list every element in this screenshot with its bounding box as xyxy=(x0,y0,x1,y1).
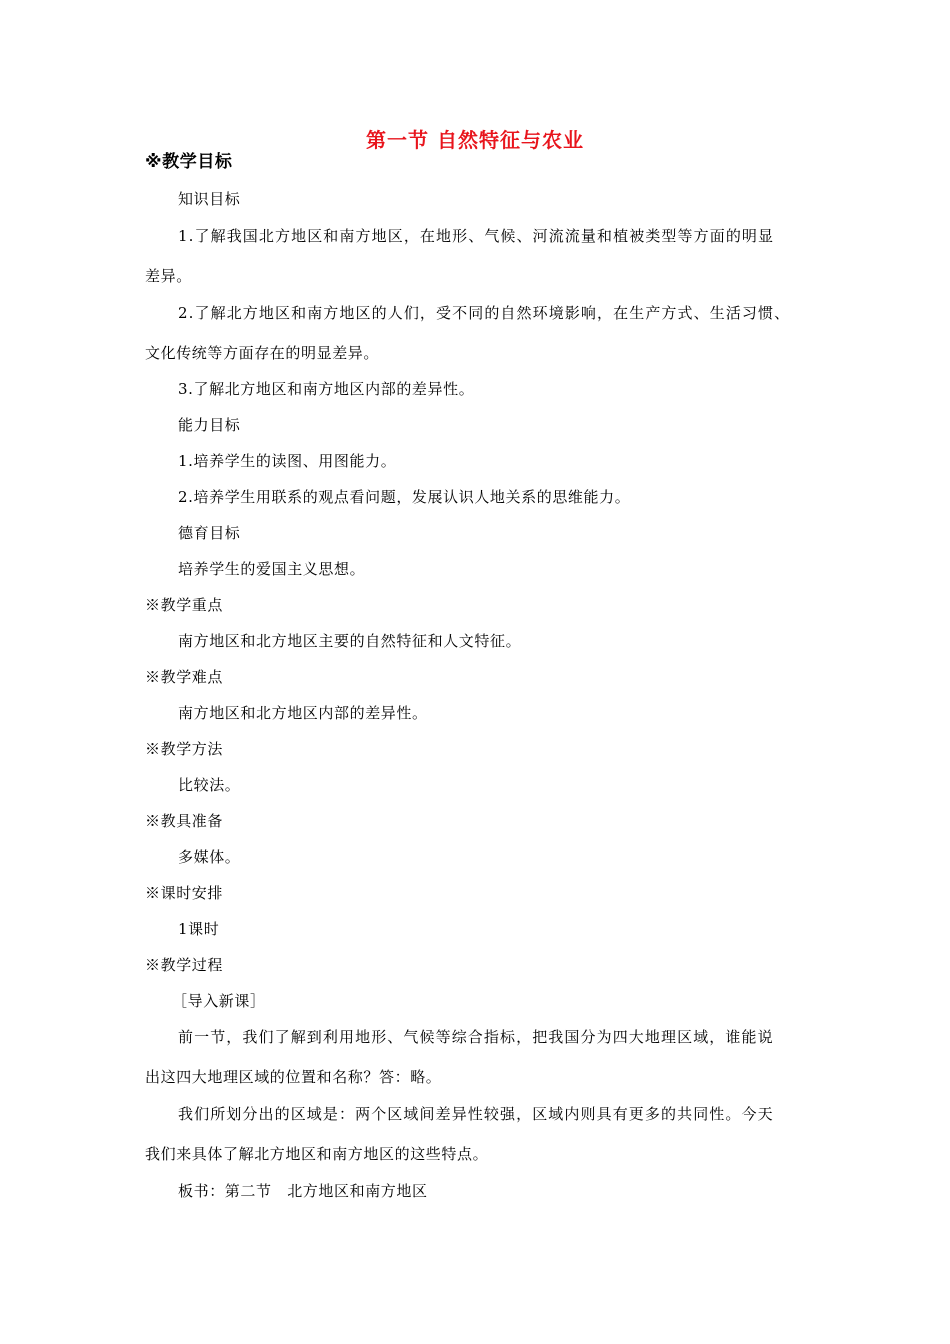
section-heading-goals: ※教学目标 xyxy=(145,152,233,172)
knowledge-item-3: 3.了解北方地区和南方地区内部的差异性。 xyxy=(178,380,475,398)
section-heading-key-points: ※教学重点 xyxy=(145,596,224,614)
process-paragraph-1-cont: 出这四大地理区域的位置和名称？答：略。 xyxy=(145,1068,442,1086)
knowledge-item-2: 2.了解北方地区和南方地区的人们，受不同的自然环境影响，在生产方式、生活习惯、 xyxy=(178,304,791,322)
process-intro-label: ［导入新课］ xyxy=(172,992,266,1010)
section-heading-difficulties: ※教学难点 xyxy=(145,668,224,686)
key-points-text: 南方地区和北方地区主要的自然特征和人文特征。 xyxy=(178,632,522,650)
section-heading-process: ※教学过程 xyxy=(145,956,224,974)
methods-text: 比较法。 xyxy=(178,776,241,794)
knowledge-item-2-cont: 文化传统等方面存在的明显差异。 xyxy=(145,344,380,362)
board-note: 板书：第二节 北方地区和南方地区 xyxy=(178,1182,428,1200)
section-heading-tools: ※教具准备 xyxy=(145,812,224,830)
section-heading-schedule: ※课时安排 xyxy=(145,884,224,902)
difficulties-text: 南方地区和北方地区内部的差异性。 xyxy=(178,704,428,722)
tools-text: 多媒体。 xyxy=(178,848,241,866)
section-heading-methods: ※教学方法 xyxy=(145,740,224,758)
knowledge-item-1: 1.了解我国北方地区和南方地区，在地形、气候、河流流量和植被类型等方面的明显 xyxy=(178,227,775,245)
process-paragraph-1: 前一节，我们了解到利用地形、气候等综合指标，把我国分为四大地理区域，谁能说 xyxy=(178,1028,774,1046)
subheading-knowledge: 知识目标 xyxy=(178,190,241,208)
page-title: 第一节 自然特征与农业 xyxy=(366,128,584,152)
process-paragraph-2-cont: 我们来具体了解北方地区和南方地区的这些特点。 xyxy=(145,1145,489,1163)
process-paragraph-2: 我们所划分出的区域是：两个区域间差异性较强，区域内则具有更多的共同性。今天 xyxy=(178,1105,774,1123)
ability-item-1: 1.培养学生的读图、用图能力。 xyxy=(178,452,397,470)
moral-item-1: 培养学生的爱国主义思想。 xyxy=(178,560,366,578)
knowledge-item-1-cont: 差异。 xyxy=(145,267,192,285)
schedule-text: 1课时 xyxy=(178,920,220,938)
subheading-moral: 德育目标 xyxy=(178,524,241,542)
subheading-ability: 能力目标 xyxy=(178,416,241,434)
ability-item-2: 2.培养学生用联系的观点看问题，发展认识人地关系的思维能力。 xyxy=(178,488,631,506)
